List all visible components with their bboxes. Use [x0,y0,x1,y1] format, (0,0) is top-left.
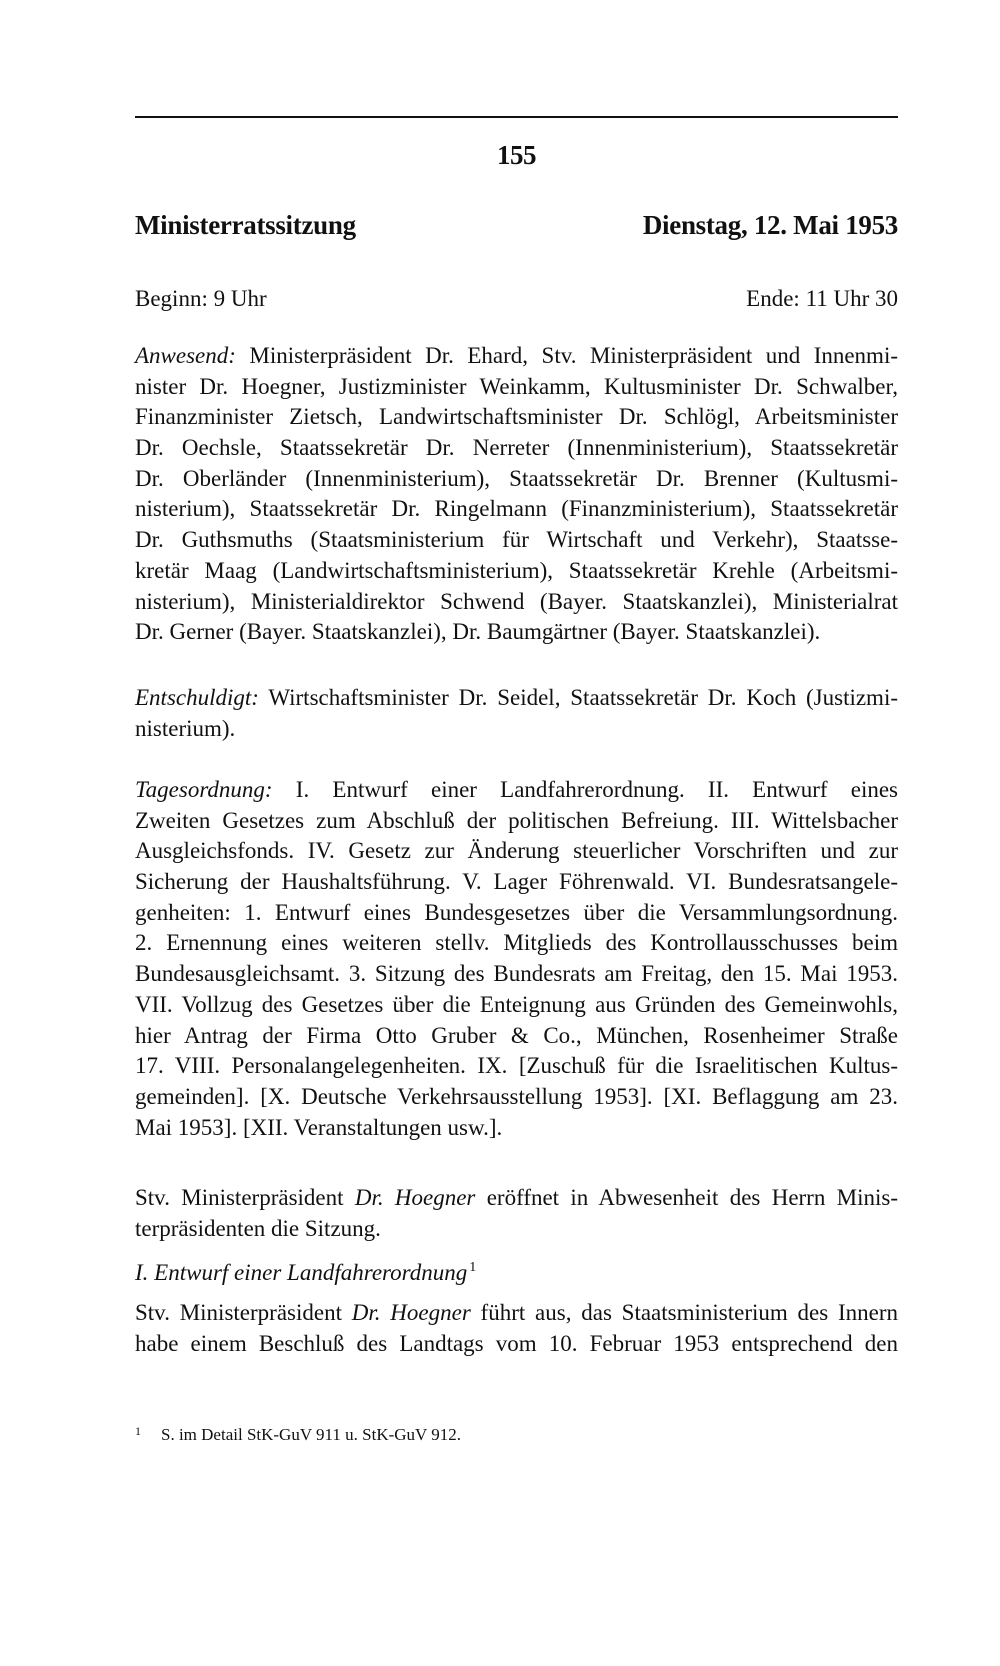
excused-paragraph [135,683,898,744]
header-rule [135,116,898,118]
document-title: Ministerratssitzung [135,210,356,240]
agenda-line: gemeinden]. [X. Deutsche Verkehrsausstellung 1953]. [XI. Beflaggung am 23. [135,1083,898,1109]
attendees-line: Dr. Gerner (Bayer. Staatskanzlei), Dr. Baumgärtner (Bayer. Staatskanzlei). [135,619,821,645]
attendees-line: Dr. Guthsmuths (Staatsministerium für Wirtschaft und Verkehr), Staatsse- [135,527,898,553]
opening-text: eröffnet in Abwesenheit des Herrn Minis- [475,1185,898,1210]
section-title: I. Entwurf einer Landfahrerordnung [135,1260,468,1285]
attendees-paragraph [135,341,898,648]
agenda-label: Tagesordnung: [135,777,273,802]
attendees-line: nister Dr. Hoegner, Justizminister Weinkamm, Kultusminister Dr. Schwalber, [135,373,898,399]
end-time: Ende: 11 Uhr 30 [746,286,898,311]
attendees-line: nisterium), Ministerialdirektor Schwend (Bayer. Staatskanzlei), Ministerialrat [135,588,898,614]
begin-time: Beginn: 9 Uhr [135,286,267,311]
footnote-mark: 1 [135,1424,141,1438]
agenda-line: Bundesausgleichsamt. 3. Sitzung des Bundesrats am Freitag, den 15. Mai 1953. [135,961,898,987]
document-date: Dienstag, 12. Mai 1953 [642,210,898,240]
section-paragraph [135,1298,898,1359]
agenda-line: Zweiten Gesetzes zum Abschluß der politischen Befreiung. III. Wittelsbacher [135,807,898,833]
section-text: Stv. Ministerpräsident [135,1300,352,1325]
document-number: 155 [497,140,536,170]
attendees-line: Dr. Oberländer (Innenministerium), Staatssekretär Dr. Brenner (Kultusmi- [135,465,898,491]
agenda-line: Sicherung der Haushaltsführung. V. Lager Föhrenwald. VI. Bundesratsangele- [135,869,898,895]
agenda-line: VII. Vollzug des Gesetzes über die Enteignung aus Gründen des Gemeinwohls, [135,991,898,1017]
agenda-line: Ausgleichsfonds. IV. Gesetz zur Änderung steuerlicher Vorschriften und zur [135,838,898,864]
agenda-paragraph [135,775,898,1143]
section-heading [135,1258,898,1289]
agenda-line: hier Antrag der Firma Otto Gruber & Co., München, Rosenheimer Straße [135,1022,898,1048]
attendees-line: Finanzminister Zietsch, Landwirtschaftsminister Dr. Schlögl, Arbeitsminister [135,404,898,430]
agenda-line: 17. VIII. Personalangelegenheiten. IX. [Zuschuß für die Israelitischen Kultus- [135,1053,898,1079]
agenda-line: genheiten: 1. Entwurf eines Bundesgesetzes über die Versammlungsordnung. [135,899,898,925]
agenda-line: 2. Ernennung eines weiteren stellv. Mitglieds des Kontrollausschusses beim [135,930,898,956]
speaker-name: Dr. Hoegner [351,1300,471,1325]
footnote-text: S. im Detail StK-GuV 911 u. StK-GuV 912. [161,1425,462,1444]
footnote-ref[interactable]: 1 [469,1260,477,1276]
opening-paragraph [135,1183,898,1244]
excused-label: Entschuldigt: [135,685,259,710]
section-text: habe einem Beschluß des Landtags vom 10. Februar 1953 entsprechend den [135,1330,898,1356]
opening-text: terpräsidenten die Sitzung. [135,1215,381,1241]
attendees-line: Ministerpräsident Dr. Ehard, Stv. Ministerpräsident und Innenmi- [235,343,898,368]
opening-text: Stv. Ministerpräsident [135,1185,355,1210]
speaker-name: Dr. Hoegner [354,1185,476,1210]
attendees-line: nisterium), Staatssekretär Dr. Ringelmann (Finanzministerium), Staatssekretär [135,496,898,522]
excused-line: Wirtschaftsminister Dr. Seidel, Staatssekretär Dr. Koch (Justizmi- [258,685,898,710]
footnote [135,1424,461,1445]
agenda-line: I. Entwurf einer Landfahrerordnung. II. Entwurf eines [272,777,898,802]
section-text: führt aus, das Staatsministerium des Innern [470,1300,899,1325]
attendees-line: Dr. Oechsle, Staatssekretär Dr. Nerreter (Innenministerium), Staatssekretär [135,435,898,461]
excused-line: nisterium). [135,715,236,741]
attendees-line: kretär Maag (Landwirtschaftsministerium), Staatssekretär Krehle (Arbeitsmi- [135,557,898,583]
agenda-line: Mai 1953]. [XII. Veranstaltungen usw.]. [135,1114,503,1140]
attendees-label: Anwesend: [135,343,236,368]
